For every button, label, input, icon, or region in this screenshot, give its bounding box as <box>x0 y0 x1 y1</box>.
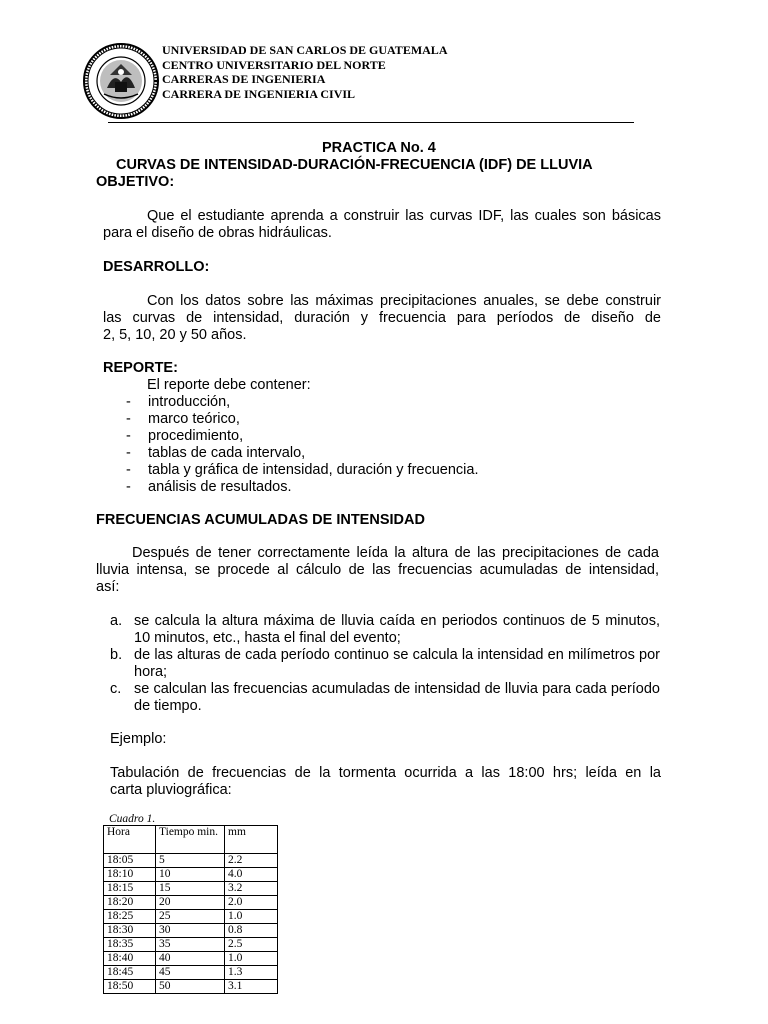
table-row: 18:25 25 1.0 <box>104 910 278 924</box>
desarrollo-heading: DESARROLLO: <box>103 259 210 275</box>
rainfall-table <box>103 825 278 994</box>
list-item: - introducción, <box>126 394 231 410</box>
tabulacion-line: carta pluviográfica: <box>110 782 232 798</box>
objetivo-text: Que el estudiante aprenda a construir las curvas IDF, las cuales son básicas para el diseño de obras hidráulicas. <box>103 208 661 241</box>
header-line: CARRERAS DE INGENIERIA <box>162 72 326 86</box>
institution-header <box>162 43 447 101</box>
ejemplo-label: Ejemplo: <box>110 731 167 747</box>
table-row: 18:10 10 4.0 <box>104 868 278 882</box>
practice-title: PRACTICA No. 4 <box>322 140 436 156</box>
procedure-item-c: c. se calculan las frecuencias acumuladas de intensidad de lluvia para cada período de tiempo. <box>110 681 660 714</box>
desarrollo-line: 2, 5, 10, 20 y 50 años. <box>103 327 247 343</box>
list-item: - tabla y gráfica de intensidad, duración y frecuencia. <box>126 462 479 478</box>
table-row: 18:20 20 2.0 <box>104 896 278 910</box>
frecuencias-line: Después de tener correctamente leída la altura de las precipitaciones de cada <box>132 545 659 561</box>
list-item: - procedimiento, <box>126 428 244 444</box>
frecuencias-line: así: <box>96 579 120 595</box>
table-header-row <box>104 826 278 854</box>
university-seal <box>82 42 160 120</box>
list-item: - tablas de cada intervalo, <box>126 445 306 461</box>
table-row: 18:40 40 1.0 <box>104 952 278 966</box>
header-line: CARRERA DE INGENIERIA CIVIL <box>162 86 356 101</box>
reporte-list <box>126 394 546 496</box>
list-item: - análisis de resultados. <box>126 479 292 495</box>
table-row: 18:50 50 3.1 <box>104 980 278 994</box>
table-row: 18:35 35 2.5 <box>104 938 278 952</box>
frecuencias-line: lluvia intensa, se procede al cálculo de las frecuencias acumuladas de intensidad, <box>96 562 659 578</box>
frecuencias-heading: FRECUENCIAS ACUMULADAS DE INTENSIDAD <box>96 512 425 528</box>
table-row: 18:05 5 2.2 <box>104 854 278 868</box>
list-item: - marco teórico, <box>126 411 240 427</box>
reporte-intro: El reporte debe contener: <box>147 377 311 393</box>
practice-subtitle: CURVAS DE INTENSIDAD-DURACIÓN-FRECUENCIA (IDF) DE LLUVIA <box>116 157 593 173</box>
tabulacion-line: Tabulación de frecuencias de la tormenta ocurrida a las 18:00 hrs; leída en la <box>110 765 661 781</box>
header-line: CENTRO UNIVERSITARIO DEL NORTE <box>162 57 386 72</box>
procedure-item-b: b. de las alturas de cada período continuo se calcula la intensidad en milímetros por hora; <box>110 647 660 680</box>
table-row: 18:15 15 3.2 <box>104 882 278 896</box>
table-caption: Cuadro 1. <box>109 813 156 825</box>
table-header-cell: Tiempo min. <box>156 826 225 854</box>
table-row: 18:30 30 0.8 <box>104 924 278 938</box>
table-header-cell: Hora <box>104 826 156 854</box>
desarrollo-line: las curvas de intensidad, duración y frecuencia para períodos de diseño de <box>103 310 661 326</box>
desarrollo-line: Con los datos sobre las máximas precipitaciones anuales, se debe construir <box>147 293 661 309</box>
header-divider <box>108 122 634 123</box>
procedure-item-a: a. se calcula la altura máxima de lluvia caída en periodos continuos de 5 minutos, 10 minutos, etc., hasta el final del evento; <box>110 613 660 646</box>
table-row: 18:45 45 1.3 <box>104 966 278 980</box>
objetivo-heading: OBJETIVO: <box>96 174 175 190</box>
reporte-heading: REPORTE: <box>103 360 178 376</box>
header-line: UNIVERSIDAD DE SAN CARLOS DE GUATEMALA <box>162 43 448 57</box>
table-header-cell: mm <box>225 826 278 854</box>
